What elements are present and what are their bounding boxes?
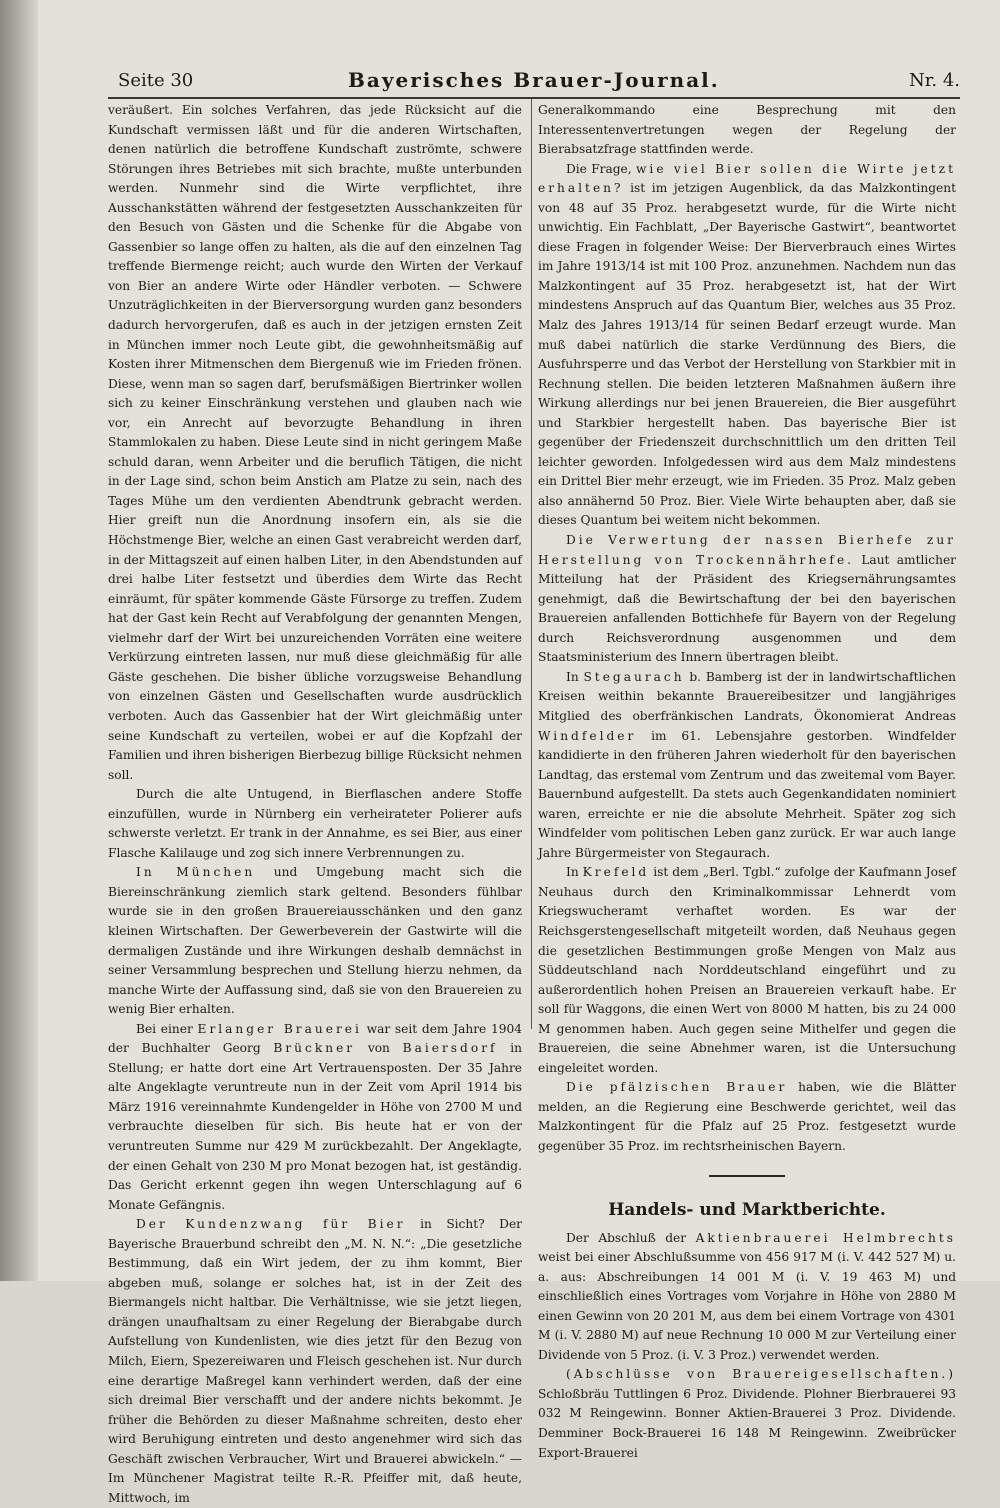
spaced-emphasis: Der Kundenzwang für Bier [136, 1217, 406, 1232]
article-paragraph: Die pfälzischen Brauer haben, wie die Blätter melden, an die Regierung eine Beschwerde gerichtet, weil das Malzkontingent für die Pfalz auf 25 Proz. festgesetzt wurde gegenüber 35 Proz. im rechtsrheinischen Bayern. [538, 1080, 956, 1153]
article-paragraph: (Abschlüsse von Brauereigesellschaften.) Schloßbräu Tuttlingen 6 Proz. Dividende. Plohner Bierbrauerei 93 032 M Reingewinn. Bonner Aktien-Brauerei 3 Proz. Dividende. Demminer Bock-Brauerei 16 148 M Reingewinn. Zweibrücker Export-Brauerei [538, 1367, 956, 1460]
spaced-emphasis: Erlanger Brauerei [197, 1021, 362, 1036]
article-paragraph: Die Frage, wie viel Bier sollen die Wirte jetzt erhalten? ist im jetzigen Augenblick, da das Malzkontingent von 48 auf 35 Proz. herabgesetzt wurde, für die Wirte nicht unwichtig. Ein Fachblatt, „Der Bayerische Gastwirt“, beantwortet diese Fragen in folgender Weise: Der Bierverbrauch eines Wirtes im Jahre 1913/14 ist mit 100 Proz. anzunehmen. Nachdem nun das Malzkontingent auf 35 Proz. herabgesetzt ist, hat der Wirt mindestens Anspruch auf das Quantum Bier, welches aus 35 Proz. Malz des Jahres 1913/14 für seinen Bedarf erzeugt wurde. Man muß dabei natürlich die starke Verdünnung des Biers, die Ausfuhrsperre und das Verbot der Herstellung von Starkbier mit in Rechnung stellen. Die beiden letzteren Maßnahmen äußern ihre Wirkung allerdings nur bei jenen Brauereien, die Bier ausgeführt und Starkbier hergestellt haben. Das bayerische Bier ist gegenüber der Friedenszeit durchschnittlich um den dritten Teil leichter geworden. Infolgedessen wird aus dem Malz mindestens ein Drittel Bier mehr erzeugt, wie im Frieden. 35 Proz. Malz geben also annähernd 50 Proz. Bier. Viele Wirte behaupten aber, daß sie dieses Quantum bei weitem nicht bekommen. [538, 161, 956, 528]
left-column [108, 101, 523, 1505]
section-heading: Handels- und Marktberichte. [608, 1199, 886, 1220]
article-paragraph: Generalkommando eine Besprechung mit den Interessentenvertretungen wegen der Regelung der Bierabsatzfrage stattfinden werde. [538, 103, 956, 157]
spaced-emphasis: In München [136, 865, 256, 880]
spaced-emphasis: Krefeld [582, 865, 650, 880]
article-paragraph: In München und Umgebung macht sich die Biereinschränkung ziemlich stark geltend. Besonders fühlbar wurde sie in den großen Brauereiausschänken und den ganz kleinen Wirtschaften. Der Gewerbeverein der Gastwirte will die dermaligen Zustände und ihre Wirkungen deshalb demnächst in seiner Versammlung besprechen und Stellung hierzu nehmen, da manche Wirte der Auffassung sind, daß sie von den Brauereien zu wenig Bier erhalten. [108, 865, 522, 1017]
article-paragraph: Durch die alte Untugend, in Bierflaschen andere Stoffe einzufüllen, wurde in Nürnberg ein verheirateter Polierer aufs schwerste verletzt. Er trank in der Annahme, es sei Bier, aus einer Flasche Kalilauge und zog sich innere Verbrennungen zu. [108, 787, 522, 860]
journal-title: Bayerisches Brauer-Journal. [348, 68, 720, 92]
article-paragraph: Die Verwertung der nassen Bierhefe zur Herstellung von Trockennährhefe. Laut amtlicher Mitteilung hat der Präsident des Kriegsernährungsamtes genehmigt, daß die Bewirtschaftung der bei den bayerischen Brauereien anfallenden Bottichhefe für Bayern von der Regelung durch Reichsverordnung ausgenommen und dem Staatsministerium des Innern übertragen bleibt. [538, 533, 956, 665]
spaced-emphasis: Windfelder [538, 728, 637, 743]
article-paragraph: veräußert. Ein solches Verfahren, das jede Rücksicht auf die Kundschaft vermissen läßt und für die anderen Wirtschaften, denen natürlich die betroffene Kundschaft zuströmte, schwere Störungen ihres Betriebes mit sich brachte, mußte unterbunden werden. Nunmehr sind die Wirte verpflichtet, ihre Ausschankstätten während der festgesetzten Ausschankzeiten für den Besuch von Gästen und die Schenke für die Abgabe von Gassenbier so lange offen zu halten, als die auf den einzelnen Tag treffende Biermenge reicht; auch wurde den Wirten der Verkauf von Bier an andere Wirte oder Händler verboten. — Schwere Unzuträglichkeiten in der Bierversorgung wurden ganz besonders dadurch hervorgerufen, daß es auch in der jetzigen ernsten Zeit in München immer noch Leute gibt, die gewohnheitsmäßig auf Kosten ihrer Mitmenschen dem Biergenuß wie im Frieden frönen. Diese, wenn man so sagen darf, berufsmäßigen Biertrinker wollen sich zu keiner Einschränkung verstehen und glauben nach wie vor, ein Anrecht auf bevorzugte Behandlung in ihren Stammlokalen zu haben. Diese Leute sind in nicht geringem Maße schuld daran, wenn Arbeiter und die beruflich Tätigen, die nicht in der Lage sind, schon beim Anstich am Platze zu sein, nach des Tages Mühe um den verdienten Abendtrunk gebracht werden. Hier greift nun die Anordnung insofern ein, als sie die Höchstmenge Bier, welche an einen Gast verabreicht werden darf, in der Mittagszeit auf einen halben Liter, in den Abendstunden auf drei halbe Liter festsetzt und überdies dem Wirte das Recht einräumt, für später kommende Gäste Fürsorge zu treffen. Zudem hat der Gast kein Recht auf Verabfolgung der genannten Mengen, vielmehr darf der Wirt bei unzureichenden Vorräten eine weitere Verkürzung eintreten lassen, nur muß diese gleichmäßig für alle Gäste geschehen. Die bisher übliche vorzugsweise Behandlung von einzelnen Gästen und Gesellschaften wurde ausdrücklich verboten. Auch das Gassenbier hat der Wirt gleichmäßig unter seine Kundschaft zu verteilen, wobei er auf die Kopfzahl der Familien und ihren bisherigen Bierbezug billige Rücksicht nehmen soll. [108, 103, 522, 782]
page-header [118, 70, 960, 96]
spaced-emphasis: Baiersdorf [402, 1041, 498, 1056]
spaced-emphasis: wie viel Bier sollen die Wirte jetzt erhalten? [538, 161, 956, 196]
page-shadow [0, 0, 38, 1281]
article-paragraph: Bei einer Erlanger Brauerei war seit dem Jahre 1904 der Buchhalter Georg Brückner von Baiersdorf in Stellung; er hatte dort eine Art Vertrauensposten. Der 35 Jahre alte Angeklagte veruntreute nun in der Zeit vom April 1914 bis März 1916 vereinnahmte Kundengelder in Höhe von 2700 M und verbrauchte dieselben für sich. Bis heute hat er von der veruntreuten Summe nur 429 M zurückbezahlt. Der Angeklagte, der einen Gehalt von 230 M pro Monat bezogen hat, ist geständig. Das Gericht erkennt gegen ihn wegen Unterschlagung auf 6 Monate Gefängnis. [108, 1021, 523, 1212]
column-divider [531, 99, 532, 1029]
right-column [538, 101, 957, 1460]
section-separator [709, 1175, 785, 1177]
article-paragraph: Der Kundenzwang für Bier in Sicht? Der Bayerische Brauerbund schreibt den „M. N. N.“: „Die gesetzliche Bestimmung, daß ein Wirt jedem, der zu ihm kommt, Bier abgeben muß, solange er solches hat, ist in der Zeit des Biermangels nicht haltbar. Die Verhältnisse, wie sie jetzt liegen, drängen unaufhaltsam zu einer Regelung der Bierabgabe durch Aufstellung von Kundenlisten, wie dies jetzt für den Bezug von Milch, Eiern, Spezereiwaren und Fleisch geschehen ist. Nur durch eine derartige Maßregel kann verhindert werden, daß der eine sich dreimal Bier verschafft und der andere nichts bekommt. Je früher die Behörden zu dieser Maßnahme schreiten, desto eher wird Beruhigung eintreten und desto angenehmer wird sich das Geschäft zwischen Verbraucher, Wirt und Brauerei abwickeln.“ — Im Münchener Magistrat teilte R.-R. Pfeiffer mit, daß heute, Mittwoch, im [108, 1217, 522, 1505]
spaced-emphasis: (Abschlüsse von Brauereigesellschaften.) [566, 1367, 956, 1382]
issue-number: Nr. 4. [909, 70, 960, 91]
article-paragraph: In Stegaurach b. Bamberg ist der in landwirtschaftlichen Kreisen weithin bekannte Brauereibesitzer und langjähriges Mitglied des oberfränkischen Landrats, Ökonomierat Andreas Windfelder im 61. Lebensjahre gestorben. Windfelder kandidierte in den früheren Jahren wiederholt für den bayerischen Landtag, das erstemal vom Zentrum und das zweitemal vom Bayer. Bauernbund aufgestellt. Da stets auch Gegenkandidaten nominiert waren, erreichte er nie die absolute Mehrheit. Später zog sich Windfelder vom politischen Leben ganz zurück. Er war auch lange Jahre Bürgermeister von Stegaurach. [538, 669, 957, 860]
spaced-emphasis: Die pfälzischen Brauer [566, 1080, 788, 1095]
article-paragraph: In Krefeld ist dem „Berl. Tgbl.“ zufolge der Kaufmann Josef Neuhaus durch den Kriminalkommissar Lehnerdt vom Kriegswucheramt verhaftet worden. Es war der Reichsgerstengesellschaft mitgeteilt worden, daß Neuhaus gegen die gesetzlichen Bestimmungen große Mengen von Malz aus Süddeutschland nach Norddeutschland eingeführt und zu außerordentlich hohen Preisen an Brauereien verkauft habe. Er soll für Waggons, die einen Wert von 8000 M hatten, bis zu 24 000 M genommen haben. Auch gegen seine Mithelfer und gegen die Brauereien, die seine Abnehmer waren, ist die Untersuchung eingeleitet worden. [538, 865, 956, 1075]
article-paragraph: Der Abschluß der Aktienbrauerei Helmbrechts weist bei einer Abschlußsumme von 456 917 M (i. V. 442 527 M) u. a. aus: Abschreibungen 14 001 M (i. V. 19 463 M) und einschließlich eines Vortrages vom Vorjahre in Höhe von 2880 M einen Gewinn von 20 201 M, aus dem bei einem Vortrage von 4301 M (i. V. 2880 M) auf neue Rechnung 10 000 M zur Verteilung einer Dividende von 5 Proz. (i. V. 3 Proz.) verwendet werden. [538, 1230, 956, 1362]
header-rule [108, 97, 960, 99]
spaced-emphasis: Aktienbrauerei Helmbrechts [695, 1230, 956, 1245]
page-number: Seite 30 [118, 70, 194, 91]
spaced-emphasis: Brückner [273, 1041, 356, 1056]
spaced-emphasis: Stegaurach [583, 669, 685, 684]
spaced-emphasis: Die Verwertung der nassen Bierhefe zur Herstellung von Trockennährhefe. [538, 533, 956, 567]
